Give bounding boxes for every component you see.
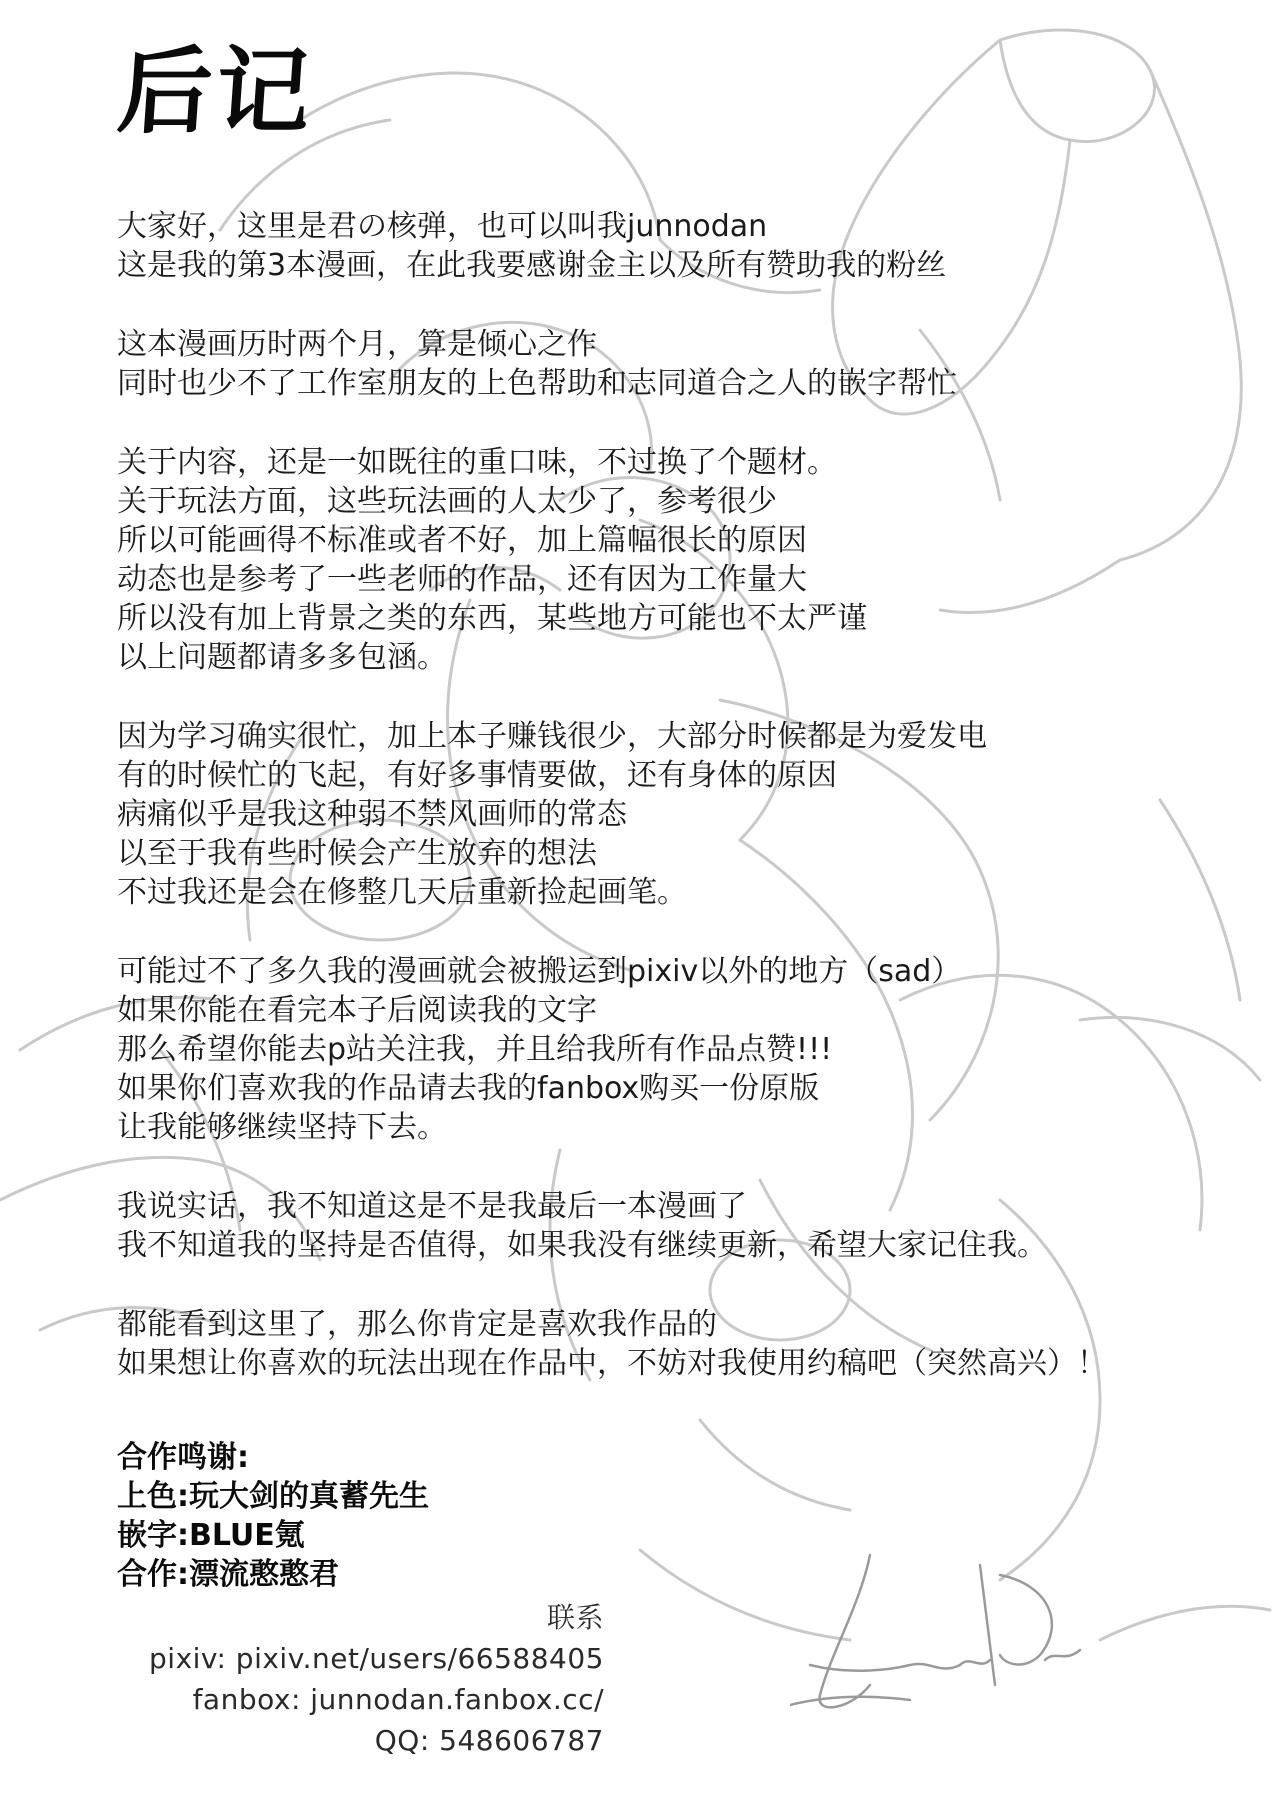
text-line: 不过我还是会在修整几天后重新捡起画笔。 [117,875,687,910]
text-line: 以至于我有些时候会产生放弃的想法 [117,836,597,871]
afterword-body [117,207,1237,1423]
paragraph-content [117,443,1237,677]
text-line: 如果想让你喜欢的玩法出现在作品中，不妨对我使用约稿吧（突然高兴）！ [117,1346,1107,1381]
artist-signature [790,1545,1090,1715]
text-line: 以上问题都请多多包涵。 [117,640,447,675]
paragraph-support [117,952,1237,1147]
text-line: 如果你们喜欢我的作品请去我的fanbox购买一份原版 [117,1071,820,1106]
text-line: 那么希望你能去p站关注我，并且给我所有作品点赞!!! [117,1032,833,1067]
text-line: 所以可能画得不标准或者不好，加上篇幅很长的原因 [117,523,807,558]
contact-qq: QQ: 548606787 [374,1724,604,1757]
paragraph-greeting [117,207,1237,285]
credits-section [117,1438,429,1594]
paragraph-honest [117,1187,1237,1265]
text-line: 病痛似乎是我这种弱不禁风画师的常态 [117,797,627,832]
page-title: 后记 [114,38,318,147]
text-line: 我说实话，我不知道这是不是我最后一本漫画了 [117,1189,747,1224]
paragraph-commission [117,1305,1237,1383]
text-line: 我不知道我的坚持是否值得，如果我没有继续更新，希望大家记住我。 [117,1228,1047,1263]
text-line: 所以没有加上背景之类的东西，某些地方可能也不太严谨 [117,601,867,636]
paragraph-duration [117,325,1237,403]
text-line: 同时也少不了工作室朋友的上色帮助和志同道合之人的嵌字帮忙 [117,366,957,401]
credit-typesetter: 嵌字:BLUE氪 [117,1518,305,1553]
text-line: 关于内容，还是一如既往的重口味，不过换了个题材。 [117,445,837,480]
text-line: 让我能够继续坚持下去。 [117,1110,447,1145]
paragraph-busy [117,717,1237,912]
credit-colorist: 上色:玩大剑的真蓄先生 [117,1479,429,1514]
contact-pixiv-link[interactable]: pixiv: pixiv.net/users/66588405 [149,1642,604,1675]
credits-heading: 合作鸣谢: [117,1440,249,1475]
text-line: 这是我的第3本漫画，在此我要感谢金主以及所有赞助我的粉丝 [117,248,947,283]
text-line: 有的时候忙的飞起，有好多事情要做，还有身体的原因 [117,758,837,793]
text-line: 关于玩法方面，这些玩法画的人太少了，参考很少 [117,484,777,519]
credit-collaborator: 合作:漂流憨憨君 [117,1557,339,1592]
text-line: 动态也是参考了一些老师的作品，还有因为工作量大 [117,562,807,597]
text-line: 因为学习确实很忙，加上本子赚钱很少，大部分时候都是为爱发电 [117,719,987,754]
text-line: 这本漫画历时两个月，算是倾心之作 [117,327,597,362]
text-line: 都能看到这里了，那么你肯定是喜欢我作品的 [117,1307,717,1342]
text-line: 大家好，这里是君の核弹，也可以叫我junnodan [117,209,768,244]
contact-section [117,1597,604,1761]
text-line: 如果你能在看完本子后阅读我的文字 [117,993,597,1028]
text-line: 可能过不了多久我的漫画就会被搬运到pixiv以外的地方（sad） [117,954,962,989]
contact-heading: 联系 [546,1601,604,1634]
contact-fanbox-link[interactable]: fanbox: junnodan.fanbox.cc/ [192,1683,604,1716]
